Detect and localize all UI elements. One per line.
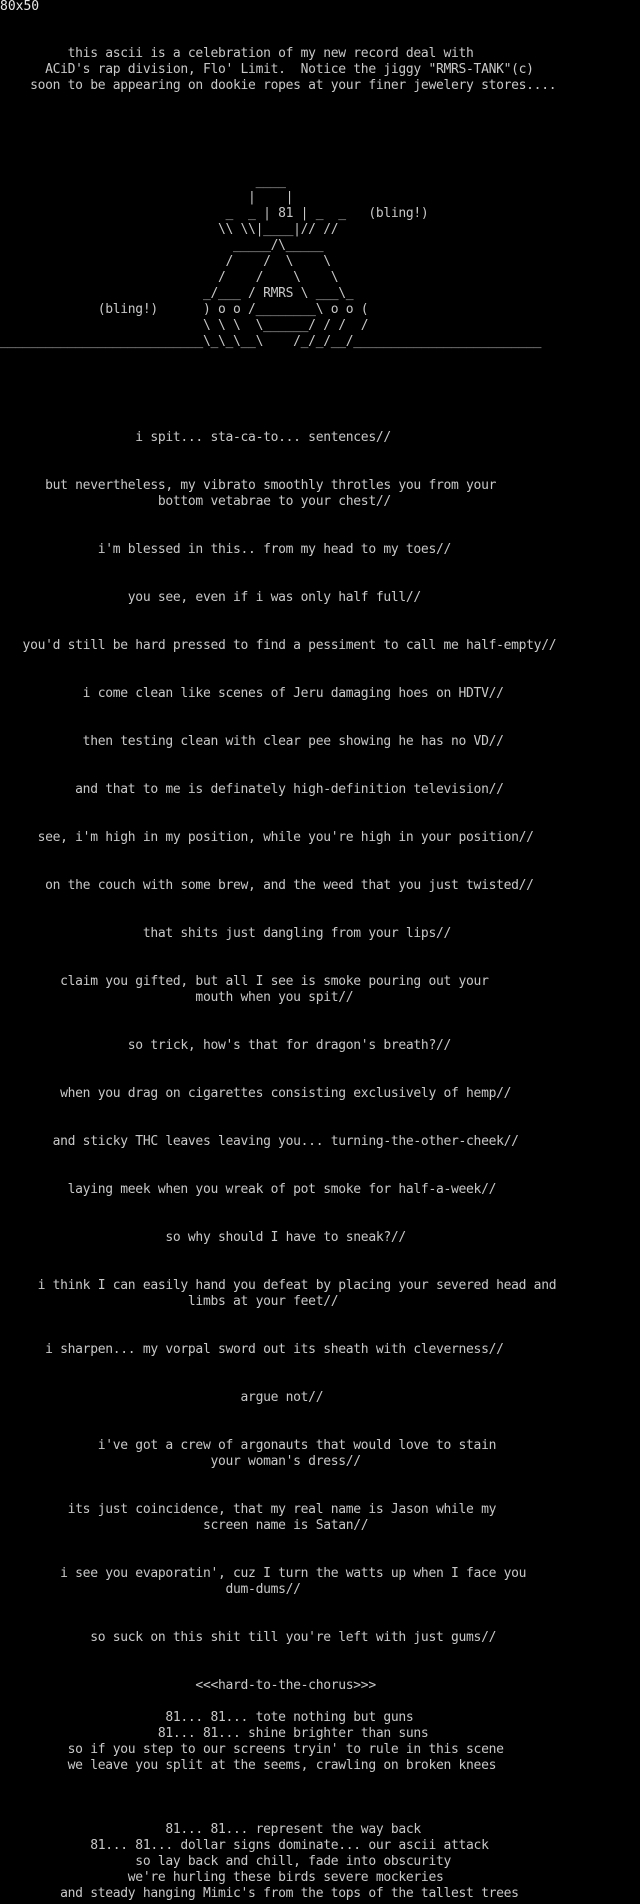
text-line: i'm blessed in this.. from my head to my toes// [0, 542, 451, 557]
text-line: i see you evaporatin', cuz I turn the watts up when I face you [0, 1566, 527, 1581]
dimensions-label: 80x50 [0, 0, 40, 14]
text-line: your woman's dress// [0, 1454, 361, 1469]
text-line: _ _ | 81 | _ _ (bling!) [0, 206, 429, 221]
text-line: mouth when you spit// [0, 990, 354, 1005]
text-line: and that to me is definately high-definition television// [0, 782, 504, 797]
text-line: ___________________________\_\_\__\ /_/_/__/_________________________ [0, 334, 542, 349]
text-line: and steady hanging Mimic's from the tops of the tallest trees [0, 1886, 519, 1901]
text-line: i sharpen... my vorpal sword out its sheath with cleverness// [0, 1342, 504, 1357]
text-line: | | [0, 190, 294, 205]
text-line: argue not// [0, 1390, 324, 1405]
text-line: _/___ / RMRS \ ___\_ [0, 286, 354, 301]
text-line: we leave you split at the seems, crawling on broken knees [0, 1758, 497, 1773]
text-line: you'd still be hard pressed to find a pessiment to call me half-empty// [0, 638, 557, 653]
text-line: dum-dums// [0, 1582, 301, 1597]
text-line: 81... 81... shine brighter than suns [0, 1726, 429, 1741]
text-line: when you drag on cigarettes consisting exclusively of hemp// [0, 1086, 512, 1101]
text-line: this ascii is a celebration of my new record deal with [0, 46, 474, 61]
text-line: _____/\_____ [0, 238, 324, 253]
text-line: (bling!) ) o o /________\ o o ( [0, 302, 369, 317]
text-line: / / \ \ [0, 270, 339, 285]
text-line: i come clean like scenes of Jeru damaging hoes on HDTV// [0, 686, 504, 701]
text-line: / / \ \ [0, 254, 331, 269]
text-line: so suck on this shit till you're left with just gums// [0, 1630, 497, 1645]
text-line: you see, even if i was only half full// [0, 590, 421, 605]
text-line: so trick, how's that for dragon's breath?// [0, 1038, 451, 1053]
text-line: on the couch with some brew, and the weed that you just twisted// [0, 878, 534, 893]
text-line: 81... 81... dollar signs dominate... our ascii attack [0, 1838, 489, 1853]
text-line: see, i'm high in my position, while you're high in your position// [0, 830, 534, 845]
text-line: soon to be appearing on dookie ropes at your finer jewelery stores.... [0, 78, 557, 93]
text-line: we're hurling these birds severe mockeries [0, 1870, 444, 1885]
text-line: 81... 81... represent the way back [0, 1822, 421, 1837]
text-line: i spit... sta-ca-to... sentences// [0, 430, 391, 445]
text-line: screen name is Satan// [0, 1518, 369, 1533]
text-line: claim you gifted, but all I see is smoke pouring out your [0, 974, 489, 989]
text-line: <<<hard-to-the-chorus>>> [0, 1678, 376, 1693]
text-line: i think I can easily hand you defeat by placing your severed head and [0, 1278, 557, 1293]
text-line: so lay back and chill, fade into obscurity [0, 1854, 451, 1869]
text-line: that shits just dangling from your lips// [0, 926, 451, 941]
text-line: its just coincidence, that my real name is Jason while my [0, 1502, 497, 1517]
text-line: laying meek when you wreak of pot smoke for half-a-week// [0, 1182, 497, 1197]
text-line: bottom vetabrae to your chest// [0, 494, 391, 509]
text-line: limbs at your feet// [0, 1294, 339, 1309]
ascii-art-text [0, 14, 556, 1902]
text-line: but nevertheless, my vibrato smoothly throtles you from your [0, 478, 497, 493]
text-line: \\ \\|____|// // [0, 222, 339, 237]
text-line: then testing clean with clear pee showing he has no VD// [0, 734, 504, 749]
text-line: ____ [0, 174, 286, 189]
text-line: 81... 81... tote nothing but guns [0, 1710, 414, 1725]
text-line: ACiD's rap division, Flo' Limit. Notice the jiggy "RMRS-TANK"(c) [0, 62, 534, 77]
text-line: so if you step to our screens tryin' to rule in this scene [0, 1742, 504, 1757]
text-line: and sticky THC leaves leaving you... turning-the-other-cheek// [0, 1134, 519, 1149]
text-line: i've got a crew of argonauts that would love to stain [0, 1438, 497, 1453]
text-line: so why should I have to sneak?// [0, 1230, 406, 1245]
text-line: \ \ \ \______/ / / / [0, 318, 369, 333]
